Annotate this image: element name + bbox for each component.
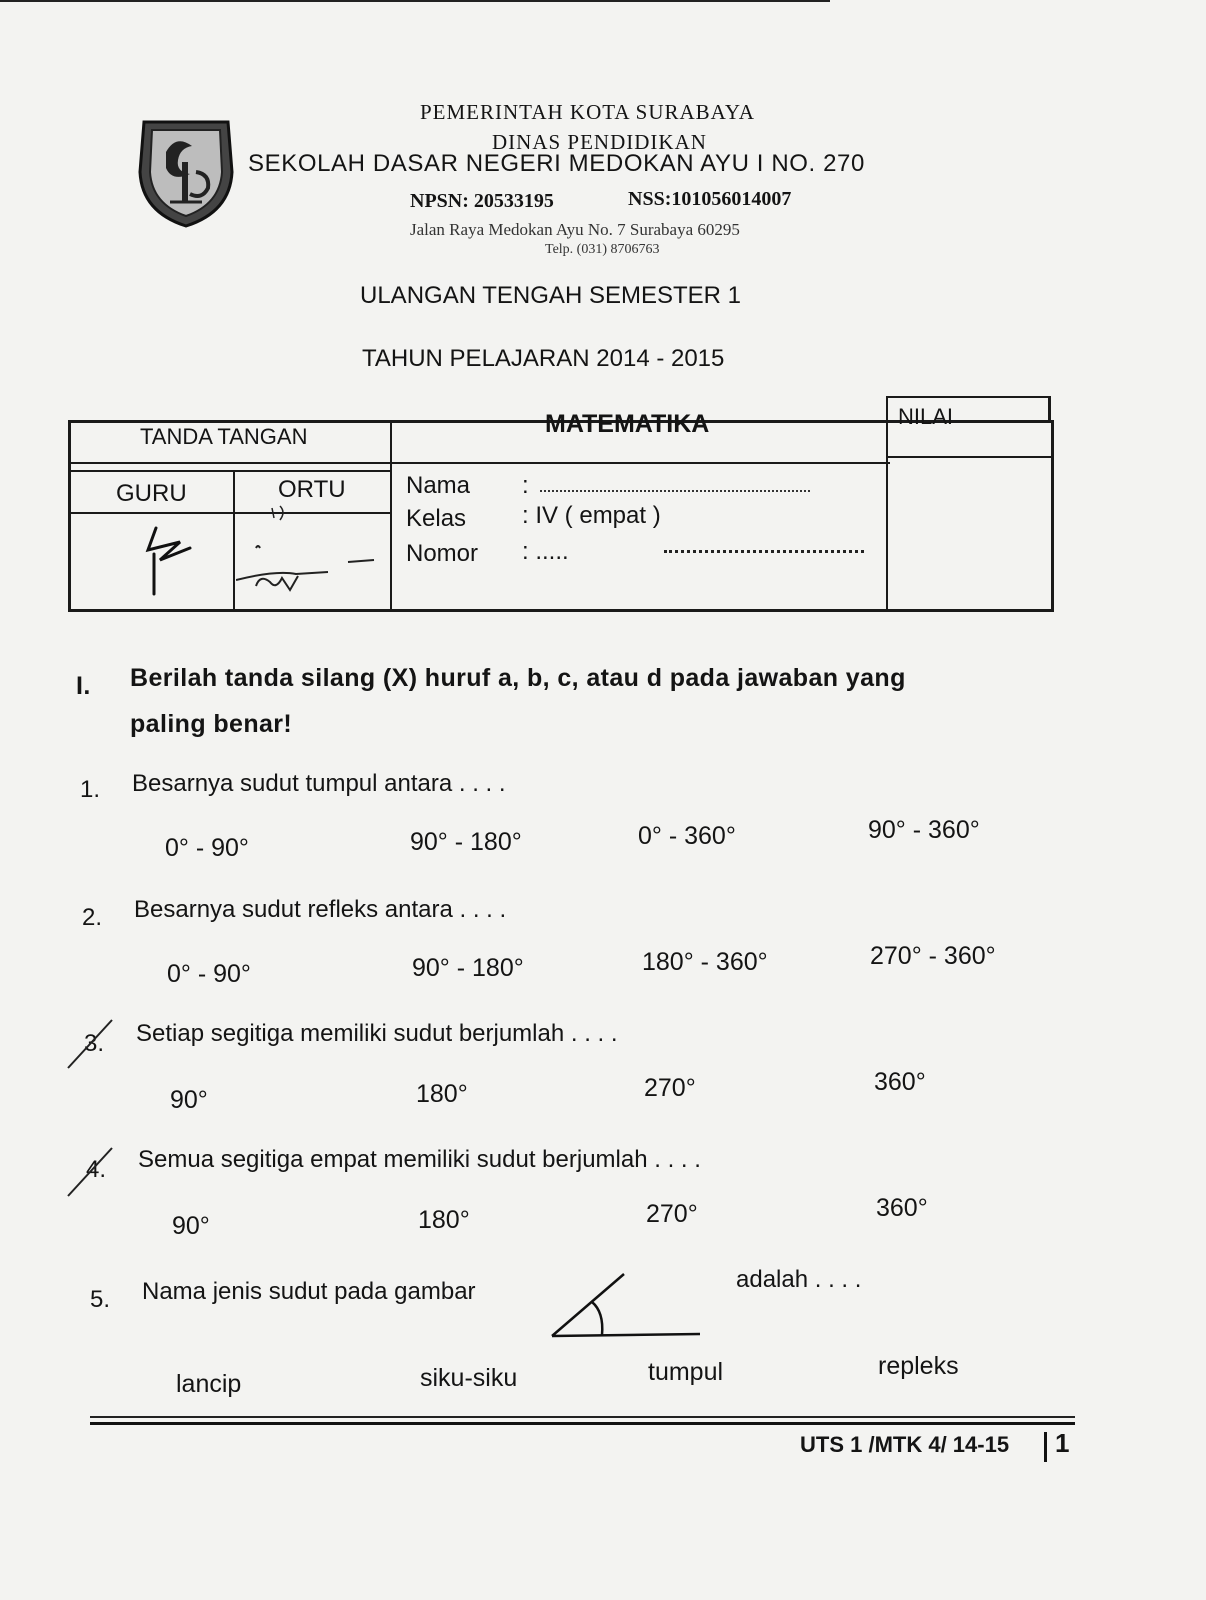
top-border-line: [0, 0, 830, 2]
check-mark: [66, 1016, 116, 1072]
obtuse-angle-figure: [548, 1268, 708, 1342]
number-value: : .....: [522, 538, 569, 565]
answer-option-a[interactable]: 0° - 90°: [167, 960, 251, 988]
question-text: Semua segitiga empat memiliki sudut berjumlah . . . .: [138, 1146, 701, 1173]
table-divider: [390, 420, 392, 609]
score-header: NILAI: [898, 404, 954, 429]
teacher-label: GURU: [116, 480, 187, 507]
question-number: 3.: [84, 1030, 105, 1057]
answer-option-b[interactable]: siku-siku: [420, 1364, 518, 1392]
answer-option-b[interactable]: 90° - 180°: [410, 828, 522, 856]
name-label: Nama: [406, 472, 471, 499]
answer-option-c[interactable]: 180° - 360°: [642, 948, 768, 976]
answer-option-a[interactable]: 90°: [172, 1212, 210, 1240]
class-label: Kelas: [406, 505, 467, 532]
class-value: : IV ( empat ): [522, 502, 661, 529]
teacher-signature: [130, 520, 210, 600]
department-name: DINAS PENDIDIKAN: [492, 130, 707, 154]
academic-year: TAHUN PELAJARAN 2014 - 2015: [362, 345, 725, 372]
score-box-top: [886, 396, 1048, 398]
table-row-line: [68, 462, 890, 464]
nss-number: NSS:101056014007: [628, 188, 792, 210]
question-number: 2.: [82, 904, 103, 931]
number-dotted-line: [664, 550, 864, 553]
instruction-line1: Berilah tanda silang (X) huruf a, b, c, atau d pada jawaban yang: [130, 664, 906, 692]
question-number: 5.: [90, 1286, 111, 1313]
check-mark: [66, 1144, 116, 1200]
section-number: I.: [76, 672, 91, 700]
question-text: Besarnya sudut refleks antara . . . .: [134, 896, 507, 923]
question-text: Nama jenis sudut pada gambar: [142, 1278, 476, 1305]
document-code: UTS 1 /MTK 4/ 14-15: [800, 1432, 1010, 1457]
government-name: PEMERINTAH KOTA SURABAYA: [420, 100, 755, 124]
instruction-line2: paling benar!: [130, 710, 293, 738]
school-phone: Telp. (031) 8706763: [545, 242, 660, 257]
table-divider: [886, 396, 888, 609]
name-dotted-line: [540, 490, 810, 492]
table-divider: [233, 470, 235, 609]
answer-option-d[interactable]: 90° - 360°: [868, 816, 980, 844]
answer-option-a[interactable]: 90°: [170, 1086, 208, 1114]
answer-option-b[interactable]: 180°: [418, 1206, 470, 1234]
footer-separator: [1044, 1432, 1047, 1462]
page-number: 1: [1055, 1428, 1070, 1458]
question-number: 4.: [86, 1156, 107, 1183]
question-text-after: adalah . . . .: [736, 1266, 862, 1293]
question-text: Setiap segitiga memiliki sudut berjumlah . . . .: [136, 1020, 618, 1047]
number-label: Nomor: [406, 540, 479, 567]
footer-rule: [90, 1422, 1075, 1425]
footer-rule: [90, 1416, 1075, 1418]
parent-label: ORTU: [278, 476, 346, 503]
name-value: :: [522, 472, 529, 499]
npsn-number: NPSN: 20533195: [410, 190, 554, 212]
answer-option-d[interactable]: 360°: [874, 1068, 926, 1096]
answer-option-c[interactable]: tumpul: [648, 1358, 724, 1386]
signature-header: TANDA TANGAN: [140, 424, 308, 449]
answer-option-a[interactable]: lancip: [176, 1370, 242, 1398]
answer-option-d[interactable]: 270° - 360°: [870, 942, 996, 970]
answer-option-a[interactable]: 0° - 90°: [165, 834, 249, 862]
exam-title: ULANGAN TENGAH SEMESTER 1: [360, 282, 741, 309]
table-row-line: [886, 456, 1051, 458]
subject-title: MATEMATIKA: [545, 410, 710, 438]
answer-option-c[interactable]: 270°: [644, 1074, 696, 1102]
answer-option-d[interactable]: repleks: [878, 1352, 959, 1380]
surabaya-crest-logo: [136, 112, 236, 230]
answer-option-c[interactable]: 0° - 360°: [638, 822, 736, 850]
answer-option-b[interactable]: 90° - 180°: [412, 954, 524, 982]
school-address: Jalan Raya Medokan Ayu No. 7 Surabaya 60295: [410, 220, 740, 239]
score-box-side: [1048, 396, 1051, 420]
parent-signature: [236, 500, 386, 600]
question-text: Besarnya sudut tumpul antara . . . .: [132, 770, 506, 797]
answer-option-d[interactable]: 360°: [876, 1194, 928, 1222]
answer-option-b[interactable]: 180°: [416, 1080, 468, 1108]
table-row-line: [68, 470, 390, 472]
question-number: 1.: [80, 776, 101, 803]
answer-option-c[interactable]: 270°: [646, 1200, 698, 1228]
school-name: SEKOLAH DASAR NEGERI MEDOKAN AYU I NO. 270: [248, 150, 865, 177]
